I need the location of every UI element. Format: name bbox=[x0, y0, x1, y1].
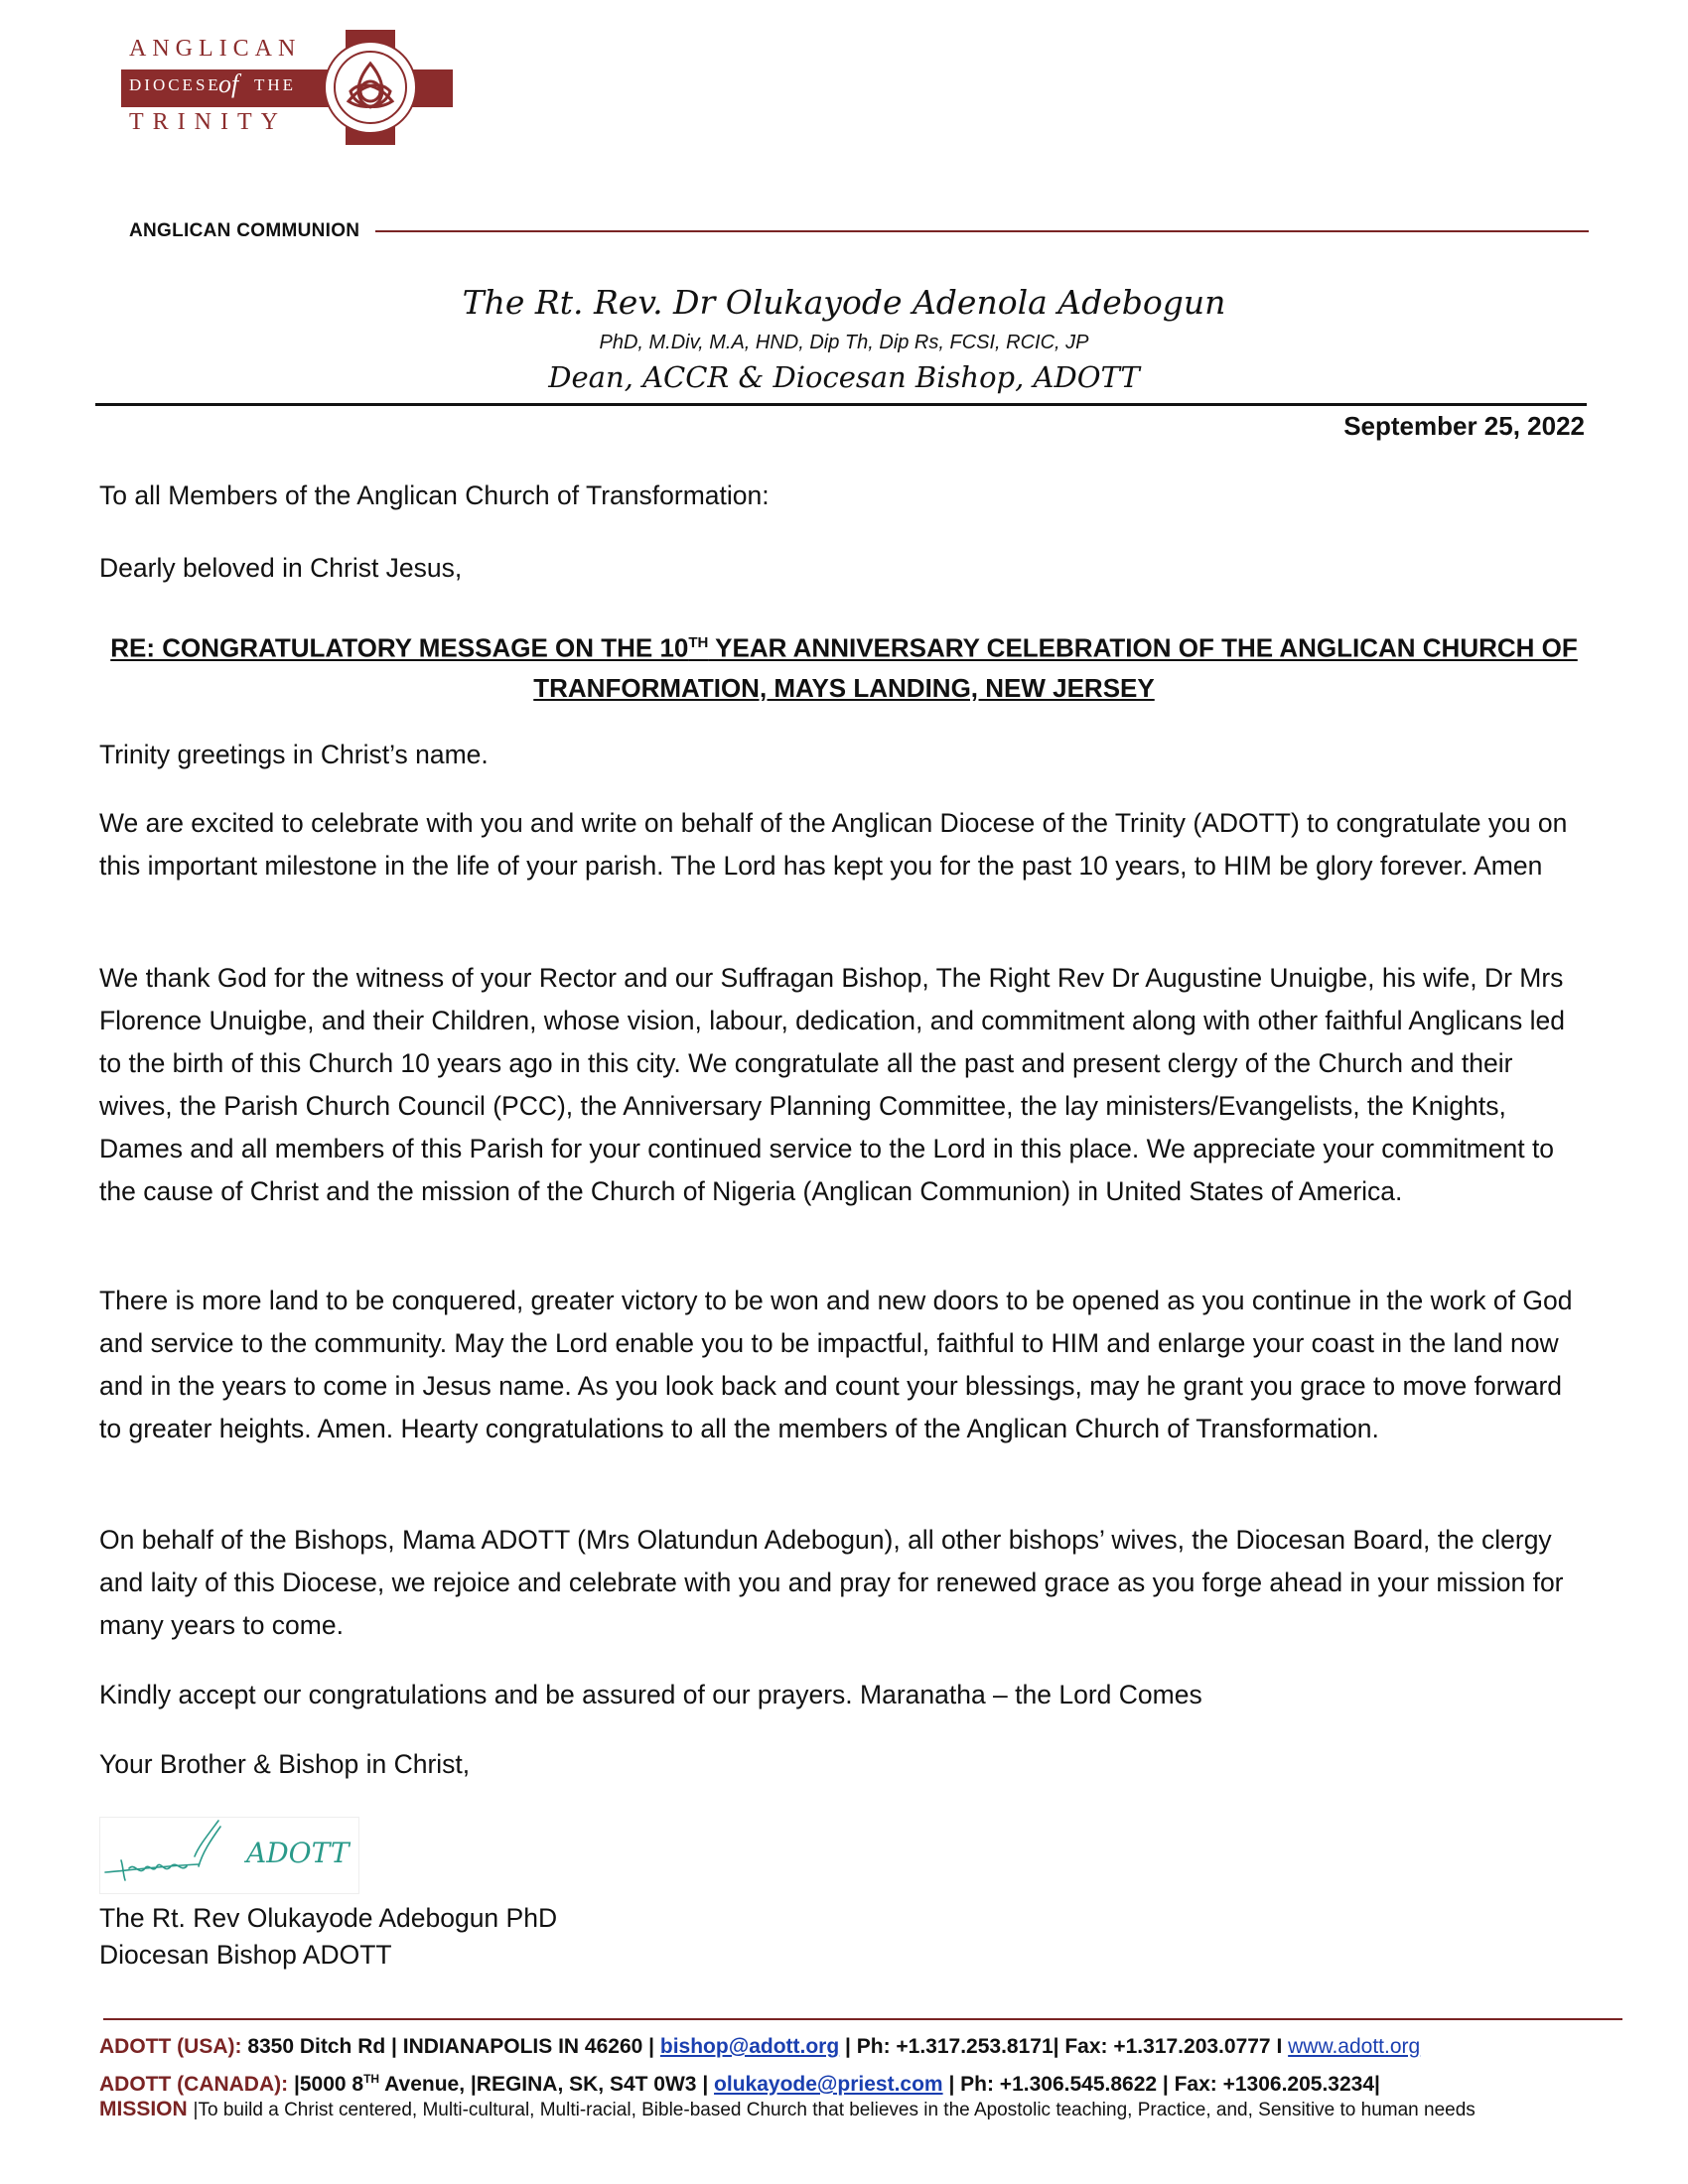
signatory-title: Diocesan Bishop ADOTT bbox=[99, 1940, 392, 1970]
paragraph-3: There is more land to be conquered, greater victory to be won and new doors to be opened as you continue in the work of God and service to the community. May the Lord enable you to be impactful, faithful to HIM and enlarge your coast in the land now and in the years to come in Jesus name. As you look back and count your blessings, may he grant you grace to move forward to greater heights. Amen. Hearty congratulations to all the members of the Anglican Church of Transformation. bbox=[99, 1286, 1573, 1443]
signatory-name: The Rt. Rev Olukayode Adebogun PhD bbox=[99, 1903, 558, 1933]
paragraph-5: Kindly accept our congratulations and be assured of our prayers. Maranatha – the Lord Comes bbox=[99, 1680, 1202, 1709]
footer-usa-address: 8350 Ditch Rd | INDIANAPOLIS IN 46260 | bbox=[247, 2035, 655, 2058]
subject-heading bbox=[109, 623, 1579, 708]
logo-text-anglican: ANGLICAN bbox=[129, 36, 302, 62]
footer-mission-label: MISSION bbox=[99, 2098, 188, 2120]
handwritten-signature bbox=[99, 1817, 359, 1894]
salutation: Dearly beloved in Christ Jesus, bbox=[99, 553, 463, 583]
subject-superscript: TH bbox=[688, 634, 709, 651]
paragraph-4: On behalf of the Bishops, Mama ADOTT (Mrs Olatundun Adebogun), all other bishops’ wives, the Diocesan Board, the clergy and laity of this Diocese, we rejoice and celebrate with you and pray for renewed grace as you forge ahead in your mission for many years to come. bbox=[99, 1525, 1564, 1640]
footer-canada-email-link[interactable]: olukayode@priest.com bbox=[714, 2073, 943, 2096]
bishop-title: Dean, ACCR & Diocesan Bishop, ADOTT bbox=[548, 360, 1140, 394]
footer-website-link[interactable]: www.adott.org bbox=[1288, 2035, 1421, 2058]
paragraph-2: We thank God for the witness of your Rector and our Suffragan Bishop, The Right Rev Dr Augustine Unuigbe, his wife, Dr Mrs Florence Unuigbe, and their Children, whose vision, labour, dedication, and commitment along with other faithful Anglicans led to the birth of this Church 10 years ago in this city. We congratulate all the past and present clergy of the Church and their wives, the Parish Church Council (PCC), the Anniversary Planning Committee, the lay ministers/Evangelists, the Knights, Dames and all members of this Parish for your continued service to the Lord in this place. We appreciate your commitment to the cause of Christ and the mission of the Church of Nigeria (Anglican Communion) in United States of America. bbox=[99, 963, 1566, 1206]
footer-canada-superscript: TH bbox=[363, 2072, 380, 2086]
logo-text-trinity: TRINITY bbox=[129, 109, 287, 135]
footer-canada-address-1: |5000 8 bbox=[293, 2073, 364, 2096]
diocese-logo bbox=[117, 30, 455, 145]
footer-divider bbox=[103, 2018, 1622, 2020]
footer-usa-label: ADOTT (USA): bbox=[99, 2035, 242, 2058]
footer-canada-label: ADOTT (CANADA): bbox=[99, 2073, 289, 2096]
header-divider bbox=[375, 230, 1589, 232]
logo-text-the: THE bbox=[254, 75, 297, 94]
footer-usa-email-link[interactable]: bishop@adott.org bbox=[659, 2035, 840, 2058]
recipient-line: To all Members of the Anglican Church of Transformation: bbox=[99, 480, 770, 510]
footer-mission bbox=[99, 2095, 1648, 2125]
logo-text-of: of bbox=[218, 69, 239, 98]
letter-date: September 25, 2022 bbox=[1343, 411, 1585, 441]
bishop-name: The Rt. Rev. Dr Olukayode Adenola Adebogun bbox=[462, 283, 1226, 322]
footer-canada-address-2: Avenue, |REGINA, SK, S4T 0W3 | bbox=[379, 2073, 709, 2096]
footer-mission-text: |To build a Christ centered, Multi-cultural, Multi-racial, Bible-based Church that believes in the Apostolic teaching, Practice, and, Sensitive to human needs bbox=[193, 2100, 1476, 2120]
footer-usa-phone: | Ph: +1.317.253.8171| Fax: +1.317.203.0777 I bbox=[845, 2035, 1283, 2058]
greeting-paragraph: Trinity greetings in Christ’s name. bbox=[99, 740, 489, 769]
logo-text-diocese: DIOCESE bbox=[129, 75, 221, 94]
letterhead-rule bbox=[95, 403, 1587, 406]
footer-canada-phone: | Ph: +1.306.545.8622 | Fax: +1306.205.3234| bbox=[948, 2073, 1380, 2096]
signature-initials: ADOTT bbox=[246, 1837, 350, 1869]
footer-usa bbox=[99, 2032, 1648, 2062]
communion-label: ANGLICAN COMMUNION bbox=[129, 220, 360, 241]
bishop-qualifications: PhD, M.Div, M.A, HND, Dip Th, Dip Rs, FCSI, RCIC, JP bbox=[599, 332, 1089, 353]
subject-line-1b: YEAR ANNIVERSARY CELEBRATION OF THE ANGLICAN CHURCH OF bbox=[708, 632, 1578, 663]
subject-line-1a: RE: CONGRATULATORY MESSAGE ON THE 10 bbox=[110, 632, 689, 663]
paragraph-1: We are excited to celebrate with you and write on behalf of the Anglican Diocese of the Trinity (ADOTT) to congratulate you on this important milestone in the life of your parish. The Lord has kept you for the past 10 years, to HIM be glory forever. Amen bbox=[99, 808, 1568, 881]
closing-line: Your Brother & Bishop in Christ, bbox=[99, 1749, 471, 1779]
subject-line-2: TRANFORMATION, MAYS LANDING, NEW JERSEY bbox=[533, 672, 1155, 703]
